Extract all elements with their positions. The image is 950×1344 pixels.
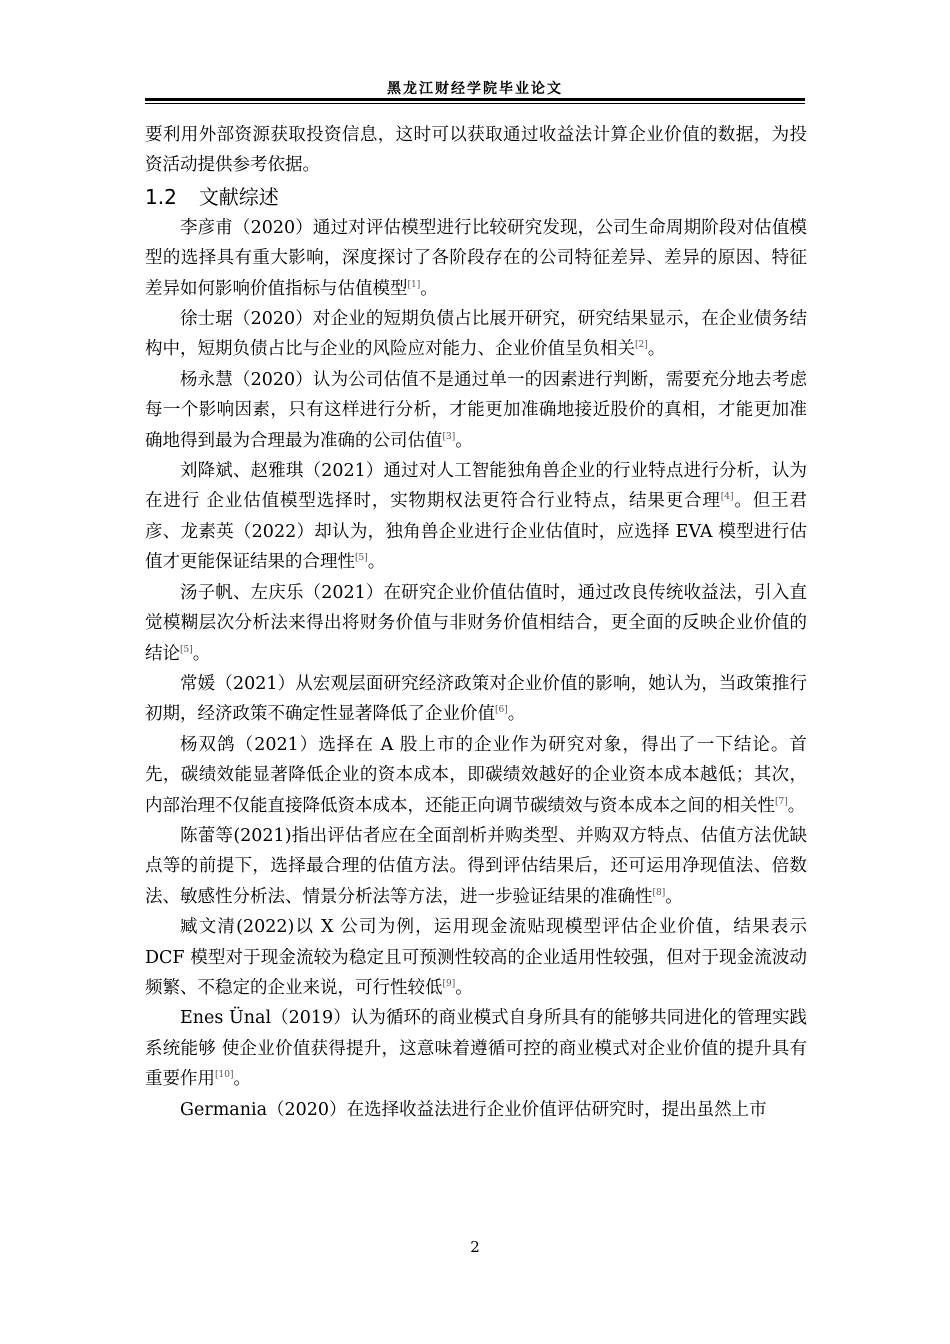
- section-title: 文献综述: [198, 184, 279, 209]
- paragraph-text: 。但王君彦、龙素英（2022）却认为，独角兽企业进行企业估值时，应选择 EVA 模型进行估值才更能保证结果的合理性: [145, 491, 808, 573]
- paragraph-text: 臧文清(2022)以 X 公司为例，运用现金流贴现模型评估企业价值，结果表示 DCF 模型对于现金流较为稳定且可预测性较高的企业适用性较强，但对于现金流波动频繁、不稳定的企业来说，可行性较低: [145, 917, 807, 998]
- paragraph-text: 李彦甫（2020）通过对评估模型进行比较研究发现，公司生命周期阶段对估值模型的选择具有重大影响，深度探讨了各阶段存在的公司特征差异、差异的原因、特征差异如何影响价值指标与估值模型: [145, 217, 807, 299]
- paragraph: [145, 1095, 807, 1125]
- paragraph-end: 。: [367, 552, 386, 573]
- paragraph-text: 杨永慧（2020）认为公司估值不是通过单一的因素进行判断，需要充分地去考虑每一个影响因素，只有这样进行分析，才能更加准确地接近股价的真相，才能更加准确地得到最为合理最为准确的公司估值: [145, 369, 807, 451]
- paragraph: [145, 304, 807, 365]
- paragraph: [145, 730, 807, 821]
- page-body: [145, 120, 807, 1125]
- paragraph: [145, 456, 807, 578]
- header-rule-thin: [145, 103, 805, 104]
- citation: [2]: [635, 340, 648, 351]
- header-rule-thick: [145, 98, 805, 101]
- section-heading: [145, 181, 807, 213]
- citation: [1]: [407, 279, 421, 290]
- paragraph-text: 刘降斌、赵雅琪（2021）通过对人工智能独角兽企业的行业特点进行分析，认为在进行 企业估值模型选择时，实物期权法更符合行业特点，结果更合理: [145, 461, 807, 512]
- paragraph: [145, 821, 807, 912]
- paragraph-end: 。: [192, 643, 211, 664]
- paragraph: [145, 912, 807, 1003]
- paragraph-end: 。: [507, 704, 526, 725]
- paragraph-end: 。: [647, 339, 666, 360]
- paragraph-end: 。: [787, 795, 806, 816]
- page-number: 2: [470, 1238, 480, 1256]
- intro-continuation: 要利用外部资源获取投资信息，这时可以获取通过收益法计算企业价值的数据，为投资活动提供参考依据。: [145, 125, 807, 176]
- paragraph: [145, 669, 807, 730]
- paragraph-text: 汤子帆、左庆乐（2021）在研究企业价值估值时，通过改良传统收益法，引入直觉模糊层次分析法来得出将财务价值与非财务价值相结合，更全面的反映企业价值的结论: [145, 582, 807, 664]
- paragraph-text: 杨双鸽（2021）选择在 A 股上市的企业作为研究对象，得出了一下结论。首先，碳绩效能显著降低企业的资本成本，即碳绩效越好的企业资本成本越低；其次，内部治理不仅能直接降低资本成本，还能正向调节碳绩效与资本成本之间的相关性: [145, 734, 807, 816]
- paragraph: [145, 213, 807, 304]
- paragraph: [145, 1003, 807, 1094]
- citation: [6]: [495, 705, 508, 716]
- citation: [8]: [652, 887, 666, 898]
- paragraph-text: Enes Ünal（2019）认为循环的商业模式自身所具有的能够共同进化的管理实践系统能够 使企业价值获得提升，这意味着遵循可控的商业模式对企业价值的提升具有重要作用: [145, 1008, 807, 1090]
- paragraph-end: 。: [455, 977, 473, 998]
- paragraph: [145, 365, 807, 456]
- paragraph-text: 徐士琚（2020）对企业的短期负债占比展开研究，研究结果显示，在企业债务结构中，短期负债占比与企业的风险应对能力、企业价值呈负相关: [145, 309, 807, 360]
- section-number: 1.2: [145, 184, 177, 209]
- paragraph-end: 。: [233, 1069, 251, 1090]
- paragraph-text: 常媛（2021）从宏观层面研究经济政策对企业价值的影响，她认为，当政策推行初期，经济政策不确定性显著降低了企业价值: [145, 673, 807, 725]
- paragraph-end: 。: [665, 886, 683, 907]
- citation: [10]: [215, 1070, 234, 1081]
- running-header: 黑龙江财经学院毕业论文: [387, 81, 563, 97]
- paragraph-text: 陈蕾等(2021)指出评估者应在全面剖析并购类型、并购双方特点、估值方法优缺点等的前提下，选择最合理的估值方法。得到评估结果后，还可运用净现值法、倍数法、敏感性分析法、情景分析法等方法，进一步验证结果的准确性: [145, 825, 807, 907]
- citation: [7]: [775, 796, 788, 807]
- paragraph-end: 。: [455, 430, 473, 451]
- citation: [4]: [720, 492, 734, 503]
- paragraph-end: 。: [420, 278, 438, 299]
- citation: [5]: [180, 644, 193, 655]
- paragraph: [145, 578, 807, 669]
- citation: [3]: [442, 431, 456, 442]
- citation: [5]: [355, 553, 368, 564]
- paragraph-text: Germania（2020）在选择收益法进行企业价值评估研究时，提出虽然上市: [180, 1099, 767, 1120]
- citation: [9]: [442, 979, 456, 990]
